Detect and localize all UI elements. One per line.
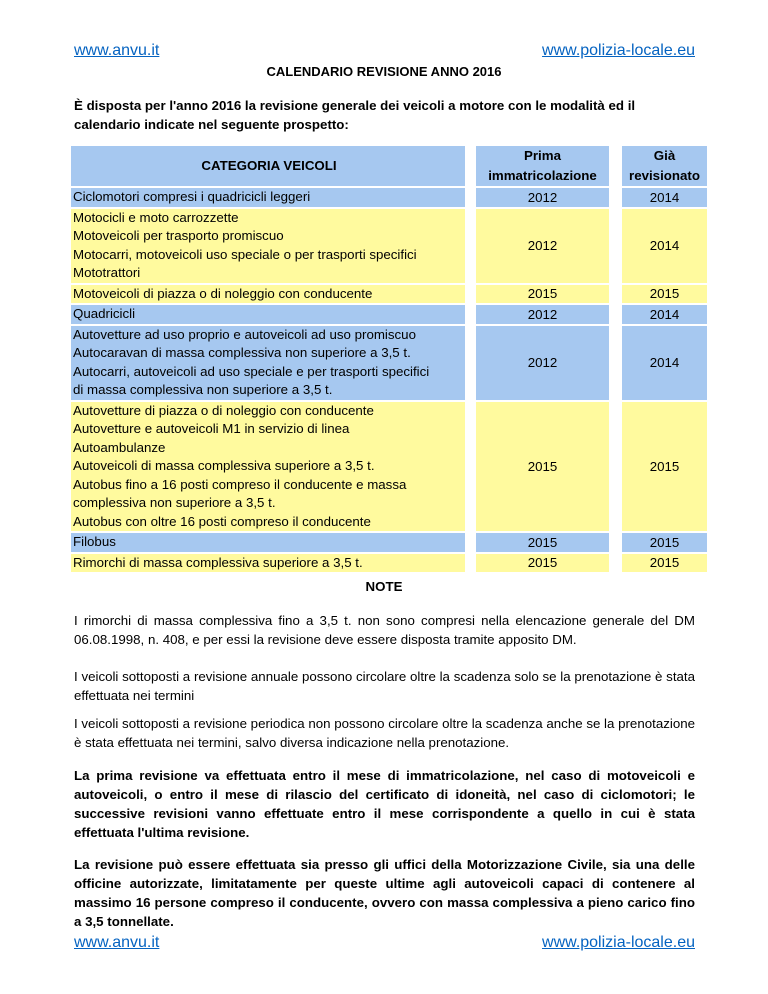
note-paragraph-4: La prima revisione va effettuata entro il mese di immatricolazione, nel caso di motoveicoli e autoveicoli, o entro il mese di rilascio del certificato di idoneità, nel caso di ciclomotori; le successive revisioni vanno effettuate entro il mese corrispondente a quello in cui è stata effettuata l'ultima revisione. [74, 768, 695, 840]
vehicle-category-line: Autocarri, autoveicoli ad uso speciale e per trasporti specifici [73, 363, 430, 379]
header-already-revised [622, 146, 707, 186]
vehicle-category-line: Filobus [73, 534, 116, 549]
table-row [71, 402, 707, 532]
header-link-anvu[interactable]: www.anvu.it [74, 42, 160, 59]
vehicle-category-line: Autovetture ad uso proprio e autoveicoli ad uso promiscuo [73, 326, 416, 342]
already-revised-year: 2014 [622, 326, 707, 400]
note-paragraph-5: La revisione può essere effettuata sia presso gli uffici della Motorizzazione Civile, sia una delle officine autorizzate, limitatamente per queste ultime agli autoveicoli capaci di contenere al massimo 16 persone compreso il conducente, ovvero con massa complessiva a pieno carico fino a 3,5 tonnellate. [74, 857, 695, 929]
intro-text: È disposta per l'anno 2016 la revisione generale dei veicoli a motore con le modalità ed il calendario indicate nel seguente prospetto: [74, 98, 636, 132]
note-paragraph-1: I rimorchi di massa complessiva fino a 3,5 t. non sono compresi nella elencazione generale del DM 06.08.1998, n. 408, e per essi la revisione deve essere disposta tramite apposito DM. [74, 613, 695, 647]
vehicle-category-line: Mototrattori [73, 265, 141, 280]
table-row [71, 326, 707, 400]
first-registration-year: 2015 [476, 533, 609, 552]
table-row [71, 209, 707, 283]
vehicle-category-cell [71, 285, 465, 304]
vehicle-category-line: Motoveicoli di piazza o di noleggio con conducente [73, 285, 373, 301]
first-registration-year: 2012 [476, 305, 609, 324]
header-first-registration [476, 146, 609, 186]
first-registration-year: 2012 [476, 209, 609, 283]
vehicle-category-line: Autobus fino a 16 posti compreso il conducente e massa [73, 476, 407, 492]
vehicle-category-cell [71, 326, 465, 400]
first-registration-year: 2015 [476, 554, 609, 573]
header-first-registration-line2: immatricolazione [488, 168, 597, 183]
table-row [71, 285, 707, 304]
vehicle-category-line: Rimorchi di massa complessiva superiore a 3,5 t. [73, 554, 363, 570]
table-header-row [71, 146, 707, 186]
header-already-revised-line2: revisionato [629, 168, 700, 183]
header-first-registration-line1: Prima [524, 148, 561, 163]
vehicle-category-cell [71, 554, 465, 573]
already-revised-year: 2014 [622, 188, 707, 207]
first-registration-year: 2012 [476, 188, 609, 207]
table-row [71, 554, 707, 573]
notes-title: NOTE [365, 579, 403, 594]
vehicle-category-cell [71, 209, 465, 283]
vehicle-category-line: Motocicli e moto carrozzette [73, 209, 239, 225]
vehicle-category-cell [71, 533, 465, 552]
already-revised-year: 2015 [622, 402, 707, 532]
header-link-polizia-locale[interactable]: www.polizia-locale.eu [542, 42, 695, 59]
revision-calendar-table [71, 146, 707, 572]
vehicle-category-line: Autocaravan di massa complessiva non superiore a 3,5 t. [73, 345, 411, 360]
vehicle-category-line: Quadricicli [73, 306, 136, 321]
vehicle-category-line: Autoveicoli di massa complessiva superiore a 3,5 t. [73, 458, 375, 473]
vehicle-category-line: Autovetture e autoveicoli M1 in servizio di linea [73, 421, 350, 436]
table-row [71, 188, 707, 207]
note-paragraph-3: I veicoli sottoposti a revisione periodica non possono circolare oltre la scadenza anche se la prenotazione è stata effettuata nei termini, salvo diversa indicazione nella prenotazione. [74, 716, 695, 750]
footer-link-polizia-locale[interactable]: www.polizia-locale.eu [542, 934, 695, 951]
page-title: CALENDARIO REVISIONE ANNO 2016 [266, 64, 502, 79]
table-row [71, 533, 707, 552]
first-registration-year: 2015 [476, 402, 609, 532]
header-already-revised-line1: Già [653, 148, 676, 163]
first-registration-year: 2012 [476, 326, 609, 400]
already-revised-year: 2015 [622, 533, 707, 552]
vehicle-category-line: Motocarri, motoveicoli uso speciale o per trasporti specifici [73, 246, 417, 262]
table-row [71, 305, 707, 324]
already-revised-year: 2015 [622, 554, 707, 573]
header-category: CATEGORIA VEICOLI [71, 146, 465, 186]
already-revised-year: 2014 [622, 305, 707, 324]
vehicle-category-cell [71, 402, 465, 532]
vehicle-category-line: Ciclomotori compresi i quadricicli leggeri [73, 189, 311, 204]
vehicle-category-cell [71, 188, 465, 207]
note-paragraph-2: I veicoli sottoposti a revisione annuale possono circolare oltre la scadenza solo se la prenotazione è stata effettuata nei termini [74, 669, 695, 703]
vehicle-category-line: Autobus con oltre 16 posti compreso il conducente [73, 513, 371, 529]
already-revised-year: 2015 [622, 285, 707, 304]
vehicle-category-line: Motoveicoli per trasporto promiscuo [73, 228, 284, 243]
vehicle-category-line: Autovetture di piazza o di noleggio con conducente [73, 402, 374, 418]
vehicle-category-line: complessiva non superiore a 3,5 t. [73, 495, 276, 510]
vehicle-category-line: di massa complessiva non superiore a 3,5 t. [73, 382, 333, 397]
footer-link-anvu[interactable]: www.anvu.it [74, 934, 160, 951]
vehicle-category-line: Autoambulanze [73, 439, 166, 455]
already-revised-year: 2014 [622, 209, 707, 283]
first-registration-year: 2015 [476, 285, 609, 304]
vehicle-category-cell [71, 305, 465, 324]
